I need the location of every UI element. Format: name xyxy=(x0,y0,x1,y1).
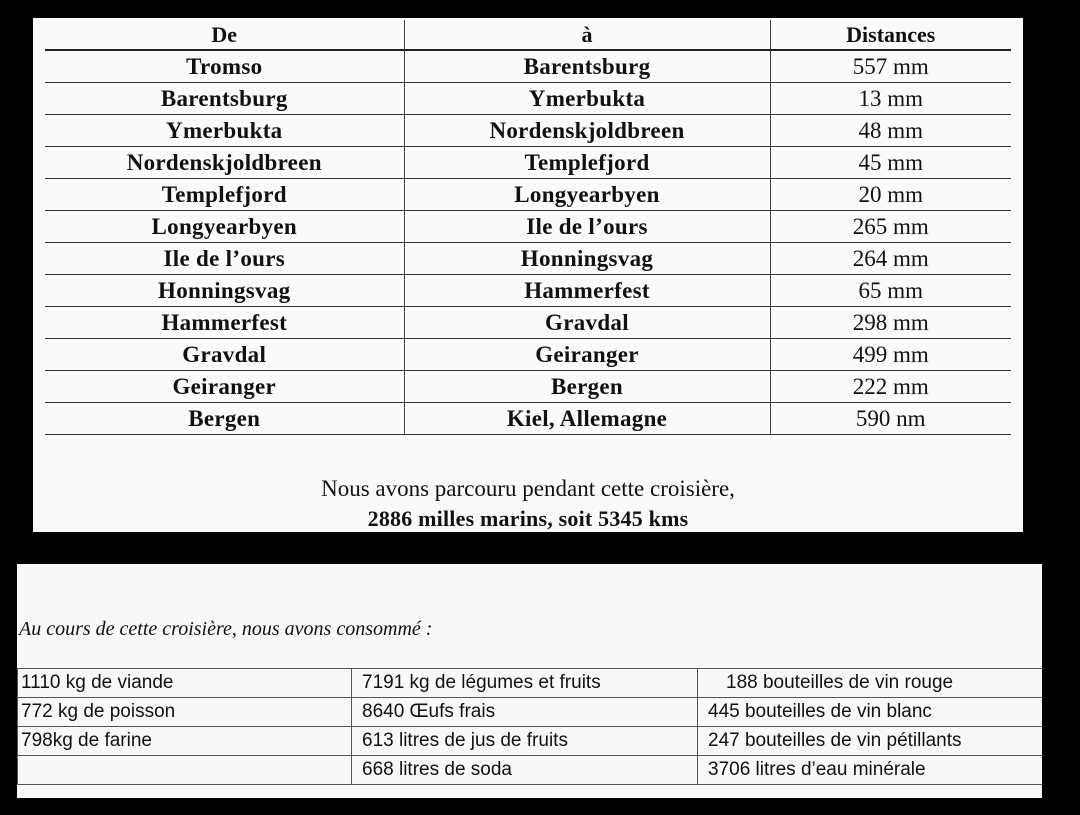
table-row xyxy=(18,669,1043,698)
table-row xyxy=(45,115,1011,147)
to-cell: Barentsburg xyxy=(404,50,770,83)
header-from: De xyxy=(45,20,404,50)
to-cell: Longyearbyen xyxy=(404,179,770,211)
table-row xyxy=(45,243,1011,275)
table-row xyxy=(18,727,1043,756)
distances-table xyxy=(45,20,1011,435)
table-row xyxy=(45,50,1011,83)
from-cell: Nordenskjoldbreen xyxy=(45,147,404,179)
from-cell: Ile de l’ours xyxy=(45,243,404,275)
to-cell: Bergen xyxy=(404,371,770,403)
table-row xyxy=(45,83,1011,115)
from-cell: Hammerfest xyxy=(45,307,404,339)
from-cell: Honningsvag xyxy=(45,275,404,307)
distance-cell: 265 mm xyxy=(770,211,1011,243)
table-row xyxy=(45,147,1011,179)
summary-text: Nous avons parcouru pendant cette croisière, xyxy=(321,476,735,501)
distance-cell: 20 mm xyxy=(770,179,1011,211)
consumption-title: Au cours de cette croisière, nous avons consommé : xyxy=(19,618,433,640)
distance-cell: 48 mm xyxy=(770,115,1011,147)
consumption-cell: 247 bouteilles de vin pétillants xyxy=(698,727,1043,756)
distance-cell: 264 mm xyxy=(770,243,1011,275)
from-cell: Longyearbyen xyxy=(45,211,404,243)
from-cell: Geiranger xyxy=(45,371,404,403)
consumption-cell: 798kg de farine xyxy=(18,727,352,756)
distance-cell: 590 nm xyxy=(770,403,1011,435)
consumption-cell: 8640 Œufs frais xyxy=(352,698,698,727)
consumption-cell: 1110 kg de viande xyxy=(18,669,352,698)
consumption-document xyxy=(17,564,1042,798)
to-cell: Hammerfest xyxy=(404,275,770,307)
consumption-cell xyxy=(18,756,352,785)
distance-cell: 557 mm xyxy=(770,50,1011,83)
table-header-row xyxy=(45,20,1011,50)
consumption-cell: 7191 kg de légumes et fruits xyxy=(352,669,698,698)
consumption-cell: 668 litres de soda xyxy=(352,756,698,785)
from-cell: Ymerbukta xyxy=(45,115,404,147)
header-distance: Distances xyxy=(770,20,1011,50)
to-cell: Ile de l’ours xyxy=(404,211,770,243)
table-row xyxy=(45,371,1011,403)
summary-total: 2886 milles marins, soit 5345 kms xyxy=(367,506,689,531)
table-row xyxy=(45,307,1011,339)
consumption-cell: 613 litres de jus de fruits xyxy=(352,727,698,756)
distance-cell: 222 mm xyxy=(770,371,1011,403)
table-row xyxy=(45,339,1011,371)
consumption-table xyxy=(17,668,1042,785)
table-row xyxy=(18,756,1043,785)
distance-cell: 45 mm xyxy=(770,147,1011,179)
to-cell: Templefjord xyxy=(404,147,770,179)
distance-cell: 499 mm xyxy=(770,339,1011,371)
distance-cell: 13 mm xyxy=(770,83,1011,115)
consumption-cell: 445 bouteilles de vin blanc xyxy=(698,698,1043,727)
to-cell: Ymerbukta xyxy=(404,83,770,115)
from-cell: Bergen xyxy=(45,403,404,435)
to-cell: Kiel, Allemagne xyxy=(404,403,770,435)
consumption-cell: 3706 litres d’eau minérale xyxy=(698,756,1043,785)
consumption-cell: 188 bouteilles de vin rouge xyxy=(698,669,1043,698)
from-cell: Barentsburg xyxy=(45,83,404,115)
distances-document xyxy=(33,18,1023,532)
distance-cell: 65 mm xyxy=(770,275,1011,307)
to-cell: Gravdal xyxy=(404,307,770,339)
to-cell: Geiranger xyxy=(404,339,770,371)
table-row xyxy=(45,403,1011,435)
table-row xyxy=(18,698,1043,727)
to-cell: Nordenskjoldbreen xyxy=(404,115,770,147)
to-cell: Honningsvag xyxy=(404,243,770,275)
consumption-cell: 772 kg de poisson xyxy=(18,698,352,727)
from-cell: Gravdal xyxy=(45,339,404,371)
from-cell: Tromso xyxy=(45,50,404,83)
from-cell: Templefjord xyxy=(45,179,404,211)
table-row xyxy=(45,179,1011,211)
distance-cell: 298 mm xyxy=(770,307,1011,339)
header-to: à xyxy=(404,20,770,50)
table-row xyxy=(45,275,1011,307)
table-row xyxy=(45,211,1011,243)
